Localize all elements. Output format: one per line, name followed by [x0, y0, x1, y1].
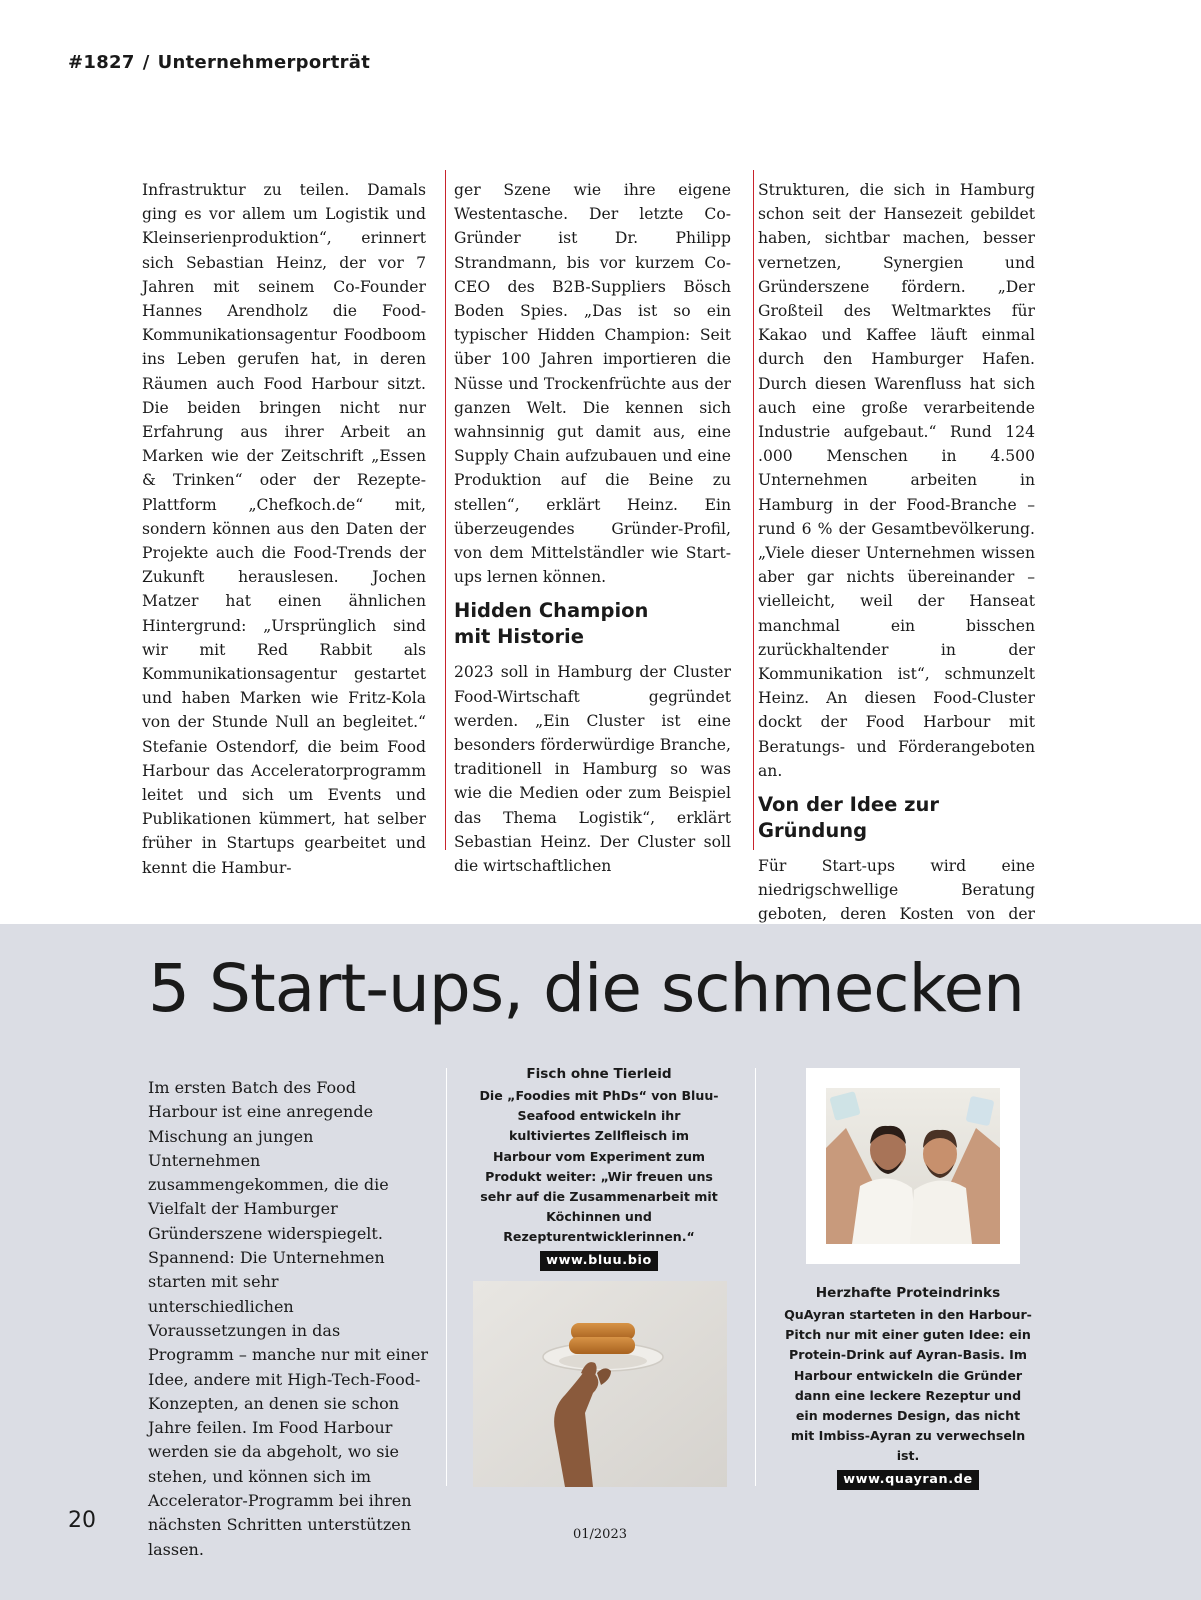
article-paragraph: ger Szene wie ihre eigene Westentasche. Der letzte Co-Gründer ist Dr. Philipp Strandmann, bis vor kurzem Co-CEO des B2B-Suppliers Bösch Boden Spies. „Das ist so ein typischer Hidden Champion: Seit über 100 Jahren importieren die Nüsse und Trockenfrüchte aus der ganzen Welt. Die kennen sich wahnsinnig gut damit aus, eine Supply Chain aufzubauen und eine Produktion auf die Beine zu stellen“, erklärt Heinz. Ein überzeugendes Gründer-Profil, von dem Mittelständler wie Start-ups lernen können. [454, 181, 731, 587]
subheading-line: mit Historie [454, 625, 584, 649]
startup-title: Herzhafte Proteindrinks [815, 1285, 1001, 1301]
article-paragraph: Strukturen, die sich in Hamburg schon seit der Hansezeit gebildet haben, sichtbar machen, besser vernetzen, Synergien und Gründerszene fördern. „Der Großteil des Weltmarktes für Kakao und Kaffee läuft einmal durch den Hamburger Hafen. Durch diesen Warenfluss hat sich auch eine große verarbeitende Industrie aufgebaut.“ Rund 124 .000 Menschen in 4.500 Unternehmen arbeiten in Hamburg in der Food-Branche – rund 6 % der Gesamtbevölkerung. „Viele dieser Unternehmen wissen aber gar nichts übereinander – vielleicht, weil der Hanseat manchmal ein bisschen zurückhaltender in der Kommunikation ist“, schmunzelt Heinz. An diesen Food-Cluster dockt der Food Harbour mit Beratungs- und Förderangeboten an. [758, 181, 1035, 780]
startup-url-link[interactable]: www.quayran.de [837, 1470, 979, 1490]
founders-photo-frame [806, 1068, 1020, 1264]
startup-caption-bluu [478, 1065, 720, 1271]
article-column-3 [751, 178, 1035, 924]
startup-url-link[interactable]: www.bluu.bio [540, 1251, 658, 1271]
article-column-1 [142, 178, 426, 877]
box-intro: Im ersten Batch des Food Harbour ist eine anregende Mischung an jungen Unternehmen zusammengekommen, die die Vielfalt der Hamburger Gründerszene widerspiegelt. Spannend: Die Unternehmen starten mit sehr unterschiedlichen Voraussetzungen in das Programm – manche nur mit einer Idee, andere mit High-Tech-Food-Konzepten, an denen sie schon Jahre feilen. Im Food Harbour werden sie da abgeholt, wo sie stehen, und können sich im Accelerator-Programm bei ihren nächsten Schritten unterstützen lassen. [148, 1078, 428, 1559]
article-paragraph: Für Start-ups wird eine niedrigschwellige Beratung geboten, deren Kosten von der [758, 857, 1035, 924]
subheading-idee-gruendung: Von der Idee zur Gründung [758, 793, 939, 843]
seafood-plate-photo [473, 1281, 727, 1487]
section-kicker [68, 52, 370, 73]
column-divider [445, 170, 446, 850]
box-divider [755, 1068, 756, 1486]
page-number: 20 [68, 1508, 96, 1533]
box-headline: 5 Start-ups, die schmecken [148, 950, 1024, 1027]
issue-date: 01/2023 [572, 1527, 627, 1542]
issue-number: #1827 [68, 52, 135, 73]
startup-text: QuAyran starteten in den Harbour-Pitch nur mit einer guten Idee: ein Protein-Drink auf Ayran-Basis. Im Harbour entwickeln die Gründer dann eine leckere Rezeptur und ein modernes Design, das nicht mit Imbiss-Ayran zu verwechseln ist. [784, 1307, 1032, 1464]
article-paragraph: Infrastruktur zu teilen. Damals ging es vor allem um Logistik und Kleinserienproduktion“, erinnert sich Sebastian Heinz, der vor 7 Jahren mit seinem Co-Founder Hannes Arendholz die Food-Kommunikationsagentur Foodboom ins Leben gerufen hat, in deren Räumen auch Food Harbour sitzt. Die beiden bringen nicht nur Erfahrung aus ihrer Arbeit an Marken wie der Zeitschrift „Essen & Trinken“ oder der Rezepte-Plattform „Chefkoch.de“ mit, sondern können aus den Daten der Projekte auch die Food-Trends der Zukunft herauslesen. Jochen Matzer hat einen ähnlichen Hintergrund: „Ursprünglich sind wir mit Red Rabbit als Kommunikationsagentur gestartet und haben Marken wie Fritz-Kola von der Stunde Null an begleitet.“ Stefanie Ostendorf, die beim Food Harbour das Acceleratorprogramm leitet und sich um Events und Publikationen kümmert, hat selber früher in Startups gearbeitet und kennt die Hambur- [142, 181, 426, 877]
founders-photo [826, 1088, 1000, 1244]
article-body [142, 178, 1060, 924]
article-paragraph: 2023 soll in Hamburg der Cluster Food-Wirtschaft gegründet werden. „Ein Cluster ist eine besonders förderwürdige Branche, traditionell in Hamburg so was wie die Medien oder zum Beispiel das Thema Logistik“, erklärt Sebastian Heinz. Der Cluster soll die wirtschaftlichen [454, 663, 731, 876]
subheading-hidden-champion [447, 598, 731, 650]
section-name: Unternehmerporträt [157, 52, 371, 73]
kicker-separator: / [142, 52, 150, 73]
article-column-2 [447, 178, 731, 876]
subheading-line: Hidden Champion [454, 599, 649, 623]
startup-caption-quayran [784, 1284, 1032, 1490]
startup-text: Die „Foodies mit PhDs“ von Bluu-Seafood entwickeln ihr kultiviertes Zellfleisch im Harbour vom Experiment zum Produkt weiter: „Wir freuen uns sehr auf die Zusammenarbeit mit Köchinnen und Rezepturentwicklerinnen.“ [479, 1088, 719, 1245]
box-divider [446, 1068, 447, 1486]
startup-title: Fisch ohne Tierleid [526, 1066, 672, 1082]
